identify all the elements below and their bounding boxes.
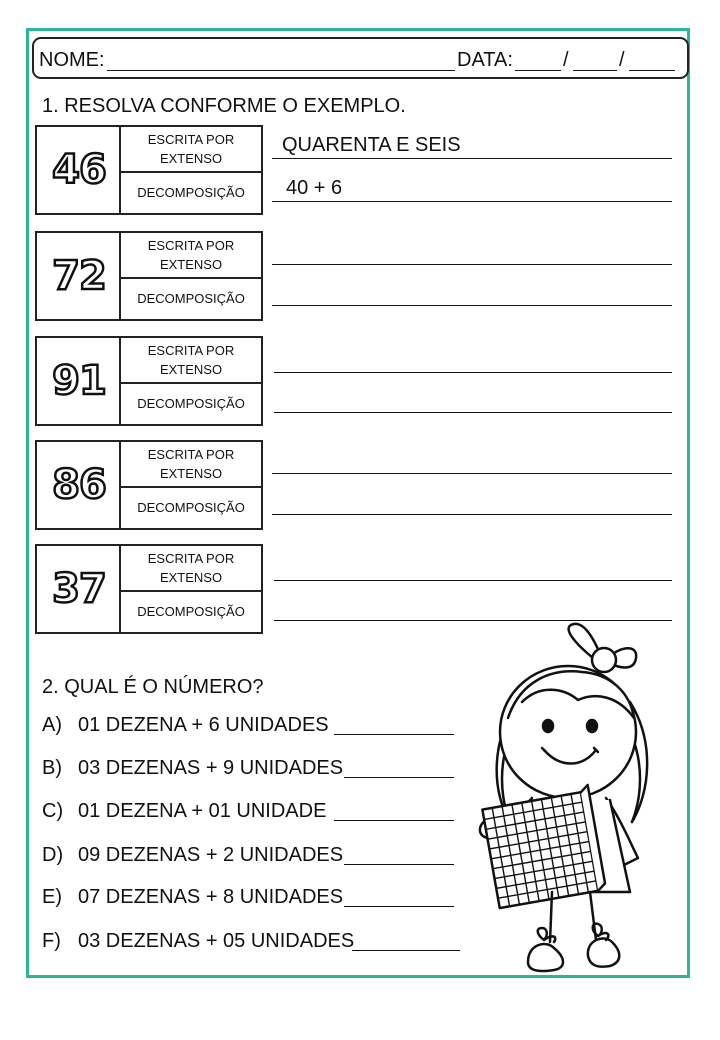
number-box: [35, 544, 121, 634]
question-item: [42, 930, 354, 953]
number-box: [35, 231, 121, 321]
label-box: [119, 231, 263, 321]
question-text: 03 DEZENAS + 9 UNIDADES: [78, 757, 344, 779]
question-text: 01 DEZENA + 01 UNIDADE: [78, 800, 327, 822]
question-letter: F): [42, 930, 61, 952]
question-item: [42, 714, 329, 737]
number-value: 46: [52, 147, 106, 193]
number-value: 86: [52, 462, 106, 508]
question-letter: C): [42, 800, 64, 822]
label-box: [119, 544, 263, 634]
extenso-line[interactable]: [272, 264, 672, 265]
extenso-answer: QUARENTA E SEIS: [282, 134, 461, 156]
date-separator: /: [619, 49, 625, 71]
answer-line[interactable]: [334, 734, 454, 735]
number-box: [35, 125, 121, 215]
label-box: [119, 125, 263, 215]
answer-line[interactable]: [344, 906, 454, 907]
extenso-label: ESCRITA POR EXTENSO: [121, 233, 261, 279]
question-letter: D): [42, 844, 64, 866]
date-month-field[interactable]: [573, 70, 617, 71]
extenso-label: ESCRITA POR EXTENSO: [121, 442, 261, 488]
extenso-line[interactable]: [272, 158, 672, 159]
number-row: [35, 336, 263, 426]
question-item: [42, 886, 343, 909]
question-item: [42, 757, 343, 780]
question-text: 07 DEZENAS + 8 UNIDADES: [78, 886, 344, 908]
number-box: [35, 440, 121, 530]
question-letter: A): [42, 714, 62, 736]
girl-holding-hundred-block-icon: [470, 622, 670, 982]
extenso-line[interactable]: [274, 372, 672, 373]
question-item: [42, 844, 343, 867]
extenso-line[interactable]: [274, 580, 672, 581]
decomposicao-line[interactable]: [274, 412, 672, 413]
answer-line[interactable]: [344, 777, 454, 778]
date-label: DATA:: [457, 49, 513, 71]
question-letter: B): [42, 757, 62, 779]
answer-line[interactable]: [352, 950, 460, 951]
label-box: [119, 336, 263, 426]
decomposicao-label: DECOMPOSIÇÃO: [137, 499, 245, 515]
date-separator: /: [563, 49, 569, 71]
number-box: [35, 336, 121, 426]
label-box: [119, 440, 263, 530]
date-day-field[interactable]: [515, 70, 561, 71]
section2-title: 2. QUAL É O NÚMERO?: [42, 676, 264, 698]
question-text: 01 DEZENA + 6 UNIDADES: [78, 714, 329, 736]
question-item: [42, 800, 326, 823]
decomposicao-label: DECOMPOSIÇÃO: [137, 395, 245, 411]
question-letter: E): [42, 886, 62, 908]
number-value: 37: [52, 566, 106, 612]
number-row: [35, 231, 263, 321]
decomposicao-line[interactable]: [272, 305, 672, 306]
answer-line[interactable]: [344, 864, 454, 865]
answer-line[interactable]: [334, 820, 454, 821]
name-label: NOME:: [39, 49, 105, 71]
date-year-field[interactable]: [629, 70, 675, 71]
extenso-label: ESCRITA POR EXTENSO: [121, 338, 261, 384]
section1-title: 1. RESOLVA CONFORME O EXEMPLO.: [42, 95, 406, 117]
decomposicao-line[interactable]: [272, 201, 672, 202]
name-field[interactable]: [107, 70, 455, 71]
question-text: 09 DEZENAS + 2 UNIDADES: [78, 844, 344, 866]
extenso-label: ESCRITA POR EXTENSO: [121, 546, 261, 592]
decomposicao-label: DECOMPOSIÇÃO: [137, 184, 245, 200]
number-row: [35, 544, 263, 634]
decomposicao-line[interactable]: [274, 620, 672, 621]
decomposicao-line[interactable]: [272, 514, 672, 515]
name-date-header: [32, 37, 689, 79]
decomposicao-label: DECOMPOSIÇÃO: [137, 290, 245, 306]
extenso-label: ESCRITA POR EXTENSO: [121, 127, 261, 173]
number-row: [35, 125, 263, 215]
question-text: 03 DEZENAS + 05 UNIDADES: [78, 930, 355, 952]
extenso-line[interactable]: [272, 473, 672, 474]
number-row: [35, 440, 263, 530]
number-value: 91: [52, 358, 106, 404]
decomposicao-label: DECOMPOSIÇÃO: [137, 603, 245, 619]
number-value: 72: [52, 253, 106, 299]
decomposicao-answer: 40 + 6: [286, 177, 343, 199]
